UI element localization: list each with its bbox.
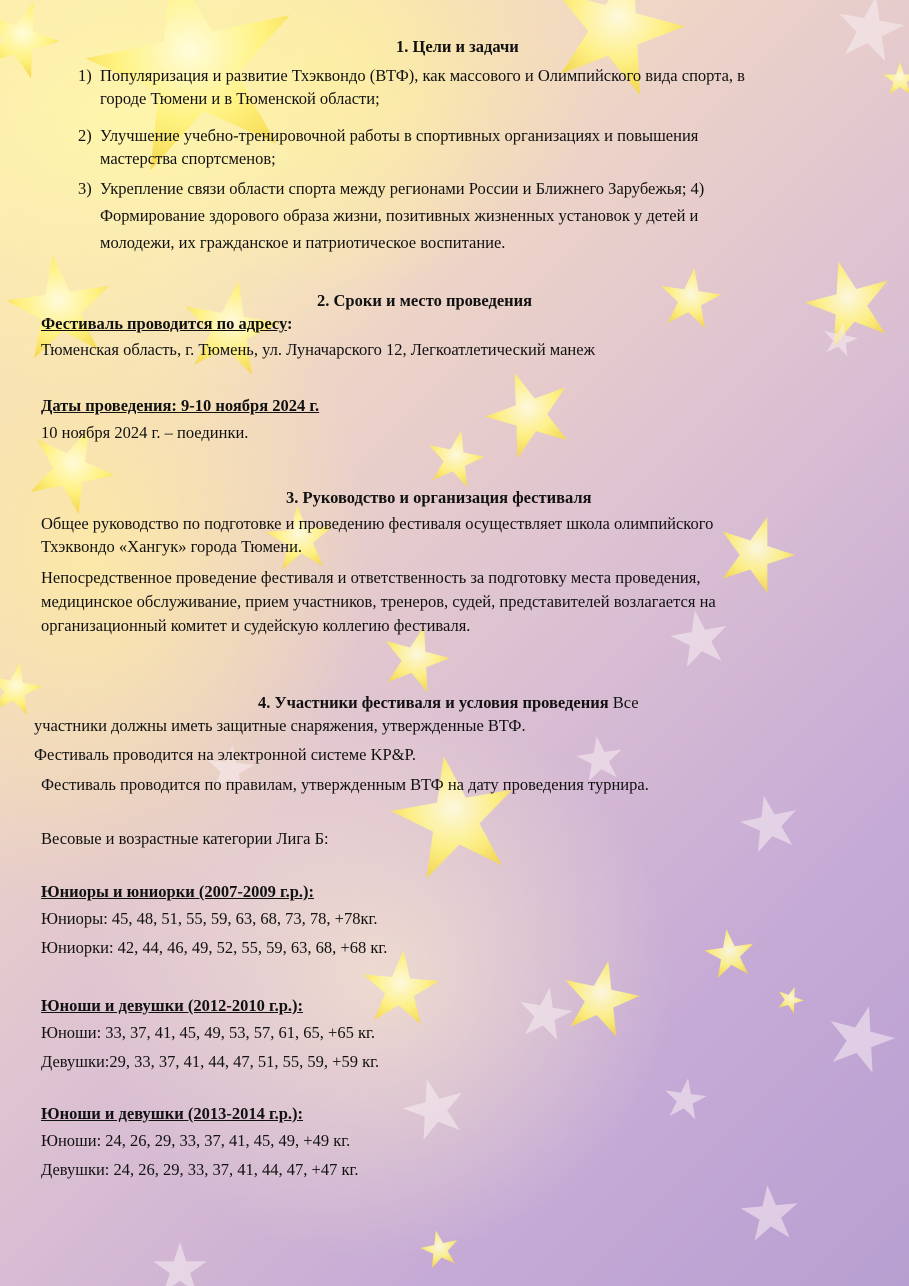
dates-label: Даты проведения: 9-10 ноября 2024 г. [41,396,320,415]
weight-line: Юноши: 33, 37, 41, 45, 49, 53, 57, 61, 65, +65 кг. [41,1023,376,1042]
paragraph-line: Фестиваль проводится на электронной системе KP&P. [34,745,417,764]
list-item-continuation: Формирование здорового образа жизни, позитивных жизненных установок у детей и [100,206,699,225]
weight-line: Девушки: 24, 26, 29, 33, 37, 41, 44, 47, +47 кг. [41,1160,359,1179]
dates-note: 10 ноября 2024 г. – поединки. [41,423,249,442]
list-number: 2) [78,126,92,145]
section-1-title: 1. Цели и задачи [396,37,519,56]
paragraph-line: организационный комитет и судейскую коллегию фестиваля. [41,616,471,635]
paragraph-line: Общее руководство по подготовке и проведению фестиваля осуществляет школа олимпийского [41,514,714,533]
list-item [78,66,745,86]
address-label [41,314,293,334]
list-text: Популяризация и развитие Тхэквондо (ВТФ), как массового и Олимпийского вида спорта, в [100,66,745,85]
group-heading: Юноши и девушки (2012-2010 г.р.): [41,996,304,1015]
weight-line: Юниоры: 45, 48, 51, 55, 59, 63, 68, 73, 78, +78кг. [41,909,378,928]
list-item-continuation: мастерства спортсменов; [100,149,276,168]
paragraph-line: Непосредственное проведение фестиваля и ответственность за подготовку места проведения, [41,568,701,587]
group-heading: Юниоры и юниорки (2007-2009 г.р.): [41,882,315,901]
group-heading: Юноши и девушки (2013-2014 г.р.): [41,1104,304,1123]
paragraph-line: Фестиваль проводится по правилам, утвержденным ВТФ на дату проведения турнира. [41,775,649,794]
list-number: 3) [78,179,92,198]
list-text: Улучшение учебно-тренировочной работы в спортивных организациях и повышения [100,126,699,145]
address-text: Тюменская область, г. Тюмень, ул. Луначарского 12, Легкоатлетический манеж [41,340,595,359]
list-item [78,179,704,199]
list-item [78,126,698,146]
section-2-title: 2. Сроки и место проведения [317,291,533,310]
list-text: Укрепление связи области спорта между регионами России и Ближнего Зарубежья; 4) [100,179,705,198]
address-label-text: Фестиваль проводится по адресу [41,314,287,333]
weight-line: Девушки:29, 33, 37, 41, 44, 47, 51, 55, 59, +59 кг. [41,1052,380,1071]
paragraph-line: медицинское обслуживание, прием участников, тренеров, судей, представителей возлагается на [41,592,716,611]
section-4-title: 4. Участники фестиваля и условия проведения [258,693,609,712]
section-4-title-line [258,693,639,713]
section-4-title-tail: Все [608,693,639,712]
paragraph-line: Тхэквондо «Хангук» города Тюмени. [41,537,303,556]
section-3-title: 3. Руководство и организация фестиваля [286,488,592,507]
address-label-colon: : [287,314,293,333]
paragraph-line: участники должны иметь защитные снаряжения, утвержденные ВТФ. [34,716,526,735]
list-number: 1) [78,66,92,85]
categories-intro: Весовые и возрастные категории Лига Б: [41,829,329,848]
list-item-continuation: городе Тюмени и в Тюменской области; [100,89,380,108]
weight-line: Юноши: 24, 26, 29, 33, 37, 41, 45, 49, +49 кг. [41,1131,351,1150]
weight-line: Юниорки: 42, 44, 46, 49, 52, 55, 59, 63, 68, +68 кг. [41,938,388,957]
list-item-continuation: молодежи, их гражданское и патриотическое воспитание. [100,233,506,252]
